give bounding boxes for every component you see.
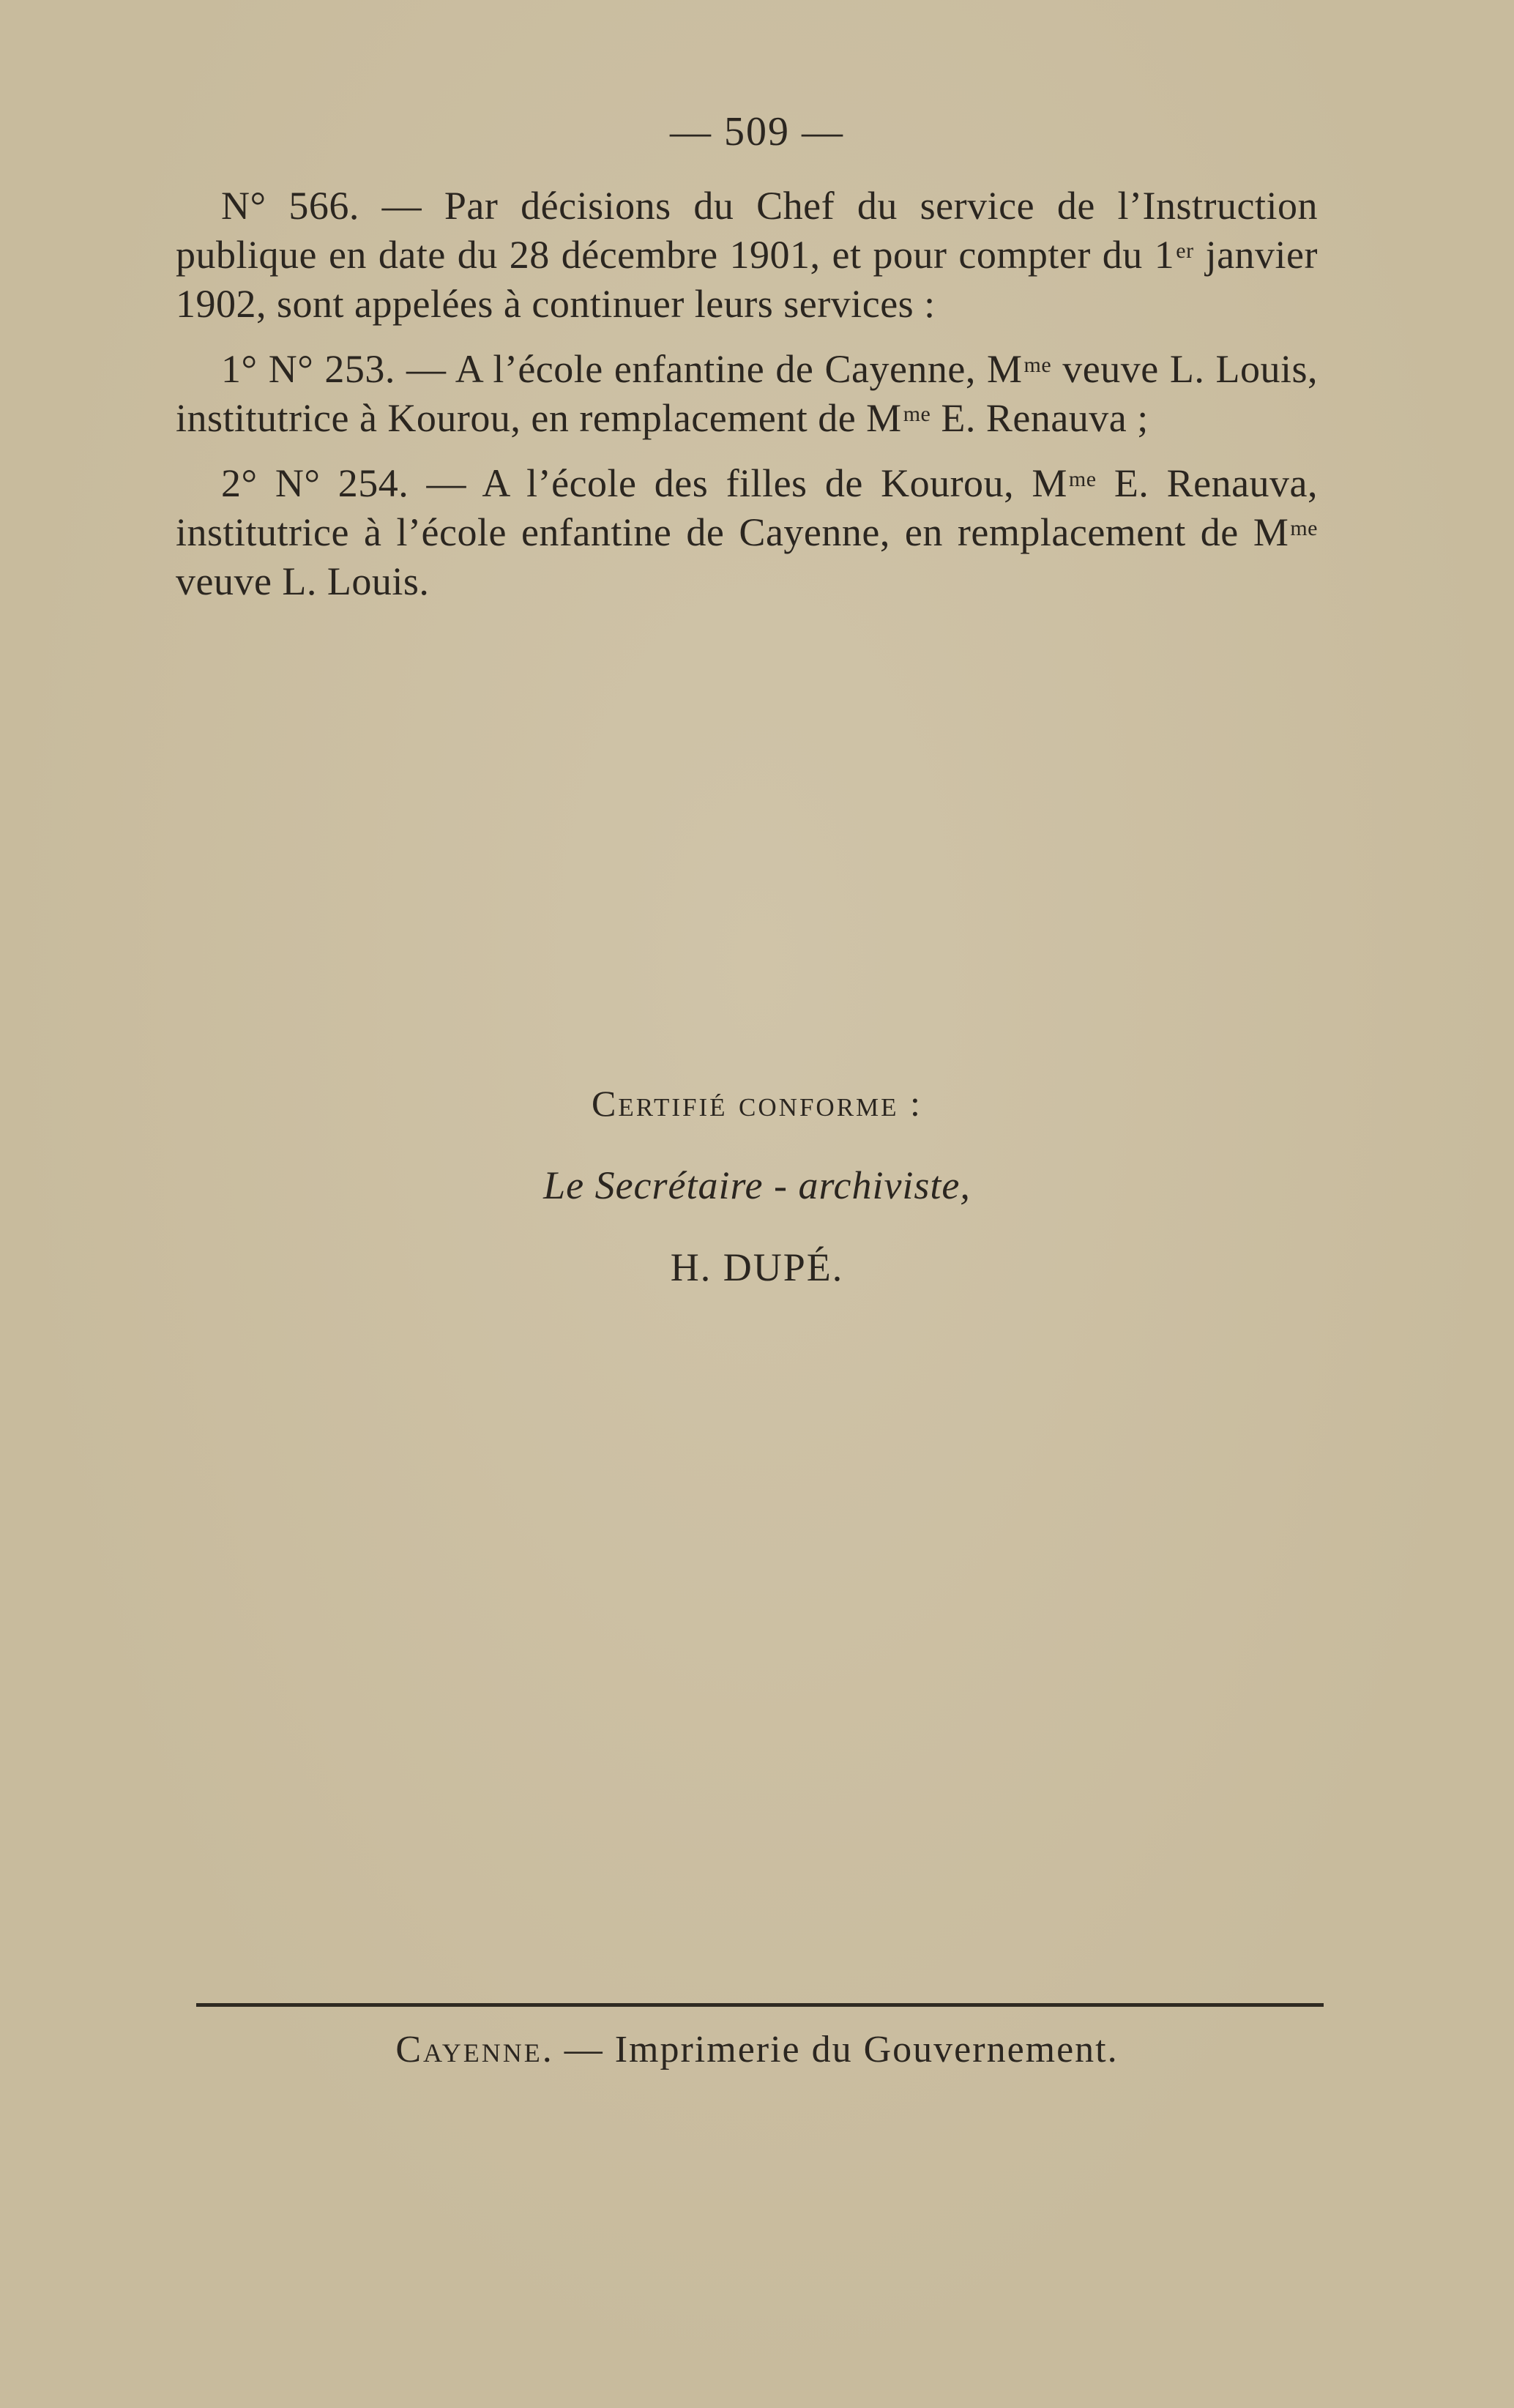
superscript: er — [1176, 239, 1194, 263]
signatory-role: Le Secrétaire - archiviste, — [543, 1163, 971, 1207]
paragraph-text: veuve L. Louis, institutrice à Kourou, en remplacement de M — [176, 347, 1318, 440]
superscript: me — [1290, 516, 1318, 540]
footer-rule — [196, 2003, 1324, 2007]
printer-imprint — [0, 2028, 1514, 2071]
body-text — [176, 182, 1318, 622]
paragraph-text: N° 566. — Par décisions du Chef du service de l’Instruction publique en date du 28 décembre 1901, et pour compter du 1 — [176, 184, 1318, 277]
paragraph-text: E. Renauva, institutrice à l’école enfantine de Cayenne, en remplacement de M — [176, 461, 1319, 554]
page-number: — 509 — — [670, 109, 844, 154]
signatory-name: H. DUPÉ. — [670, 1245, 844, 1289]
imprint-place: Cayenne — [395, 2029, 542, 2070]
superscript: me — [903, 402, 931, 426]
paragraph-text: veuve L. Louis. — [176, 559, 430, 603]
superscript: me — [1068, 467, 1097, 491]
certification-heading: Certifié conforme : — [592, 1083, 922, 1124]
paragraph-text: 1° N° 253. — A l’école enfantine de Cayenne, M — [221, 347, 1023, 391]
paragraph-decision — [176, 182, 1318, 329]
paragraph-item-2 — [176, 459, 1318, 606]
imprint-separator: . — — [542, 2029, 615, 2070]
paragraph-text: 2° N° 254. — A l’école des filles de Kourou, M — [221, 461, 1067, 505]
paragraph-text: janvier 1902, sont appelées à continuer leurs services : — [176, 233, 1318, 326]
paragraph-text: E. Renauva ; — [931, 396, 1149, 440]
superscript: me — [1023, 353, 1052, 377]
paragraph-item-1 — [176, 345, 1318, 443]
imprint-printer: Imprimerie du Gouvernement. — [614, 2029, 1119, 2070]
